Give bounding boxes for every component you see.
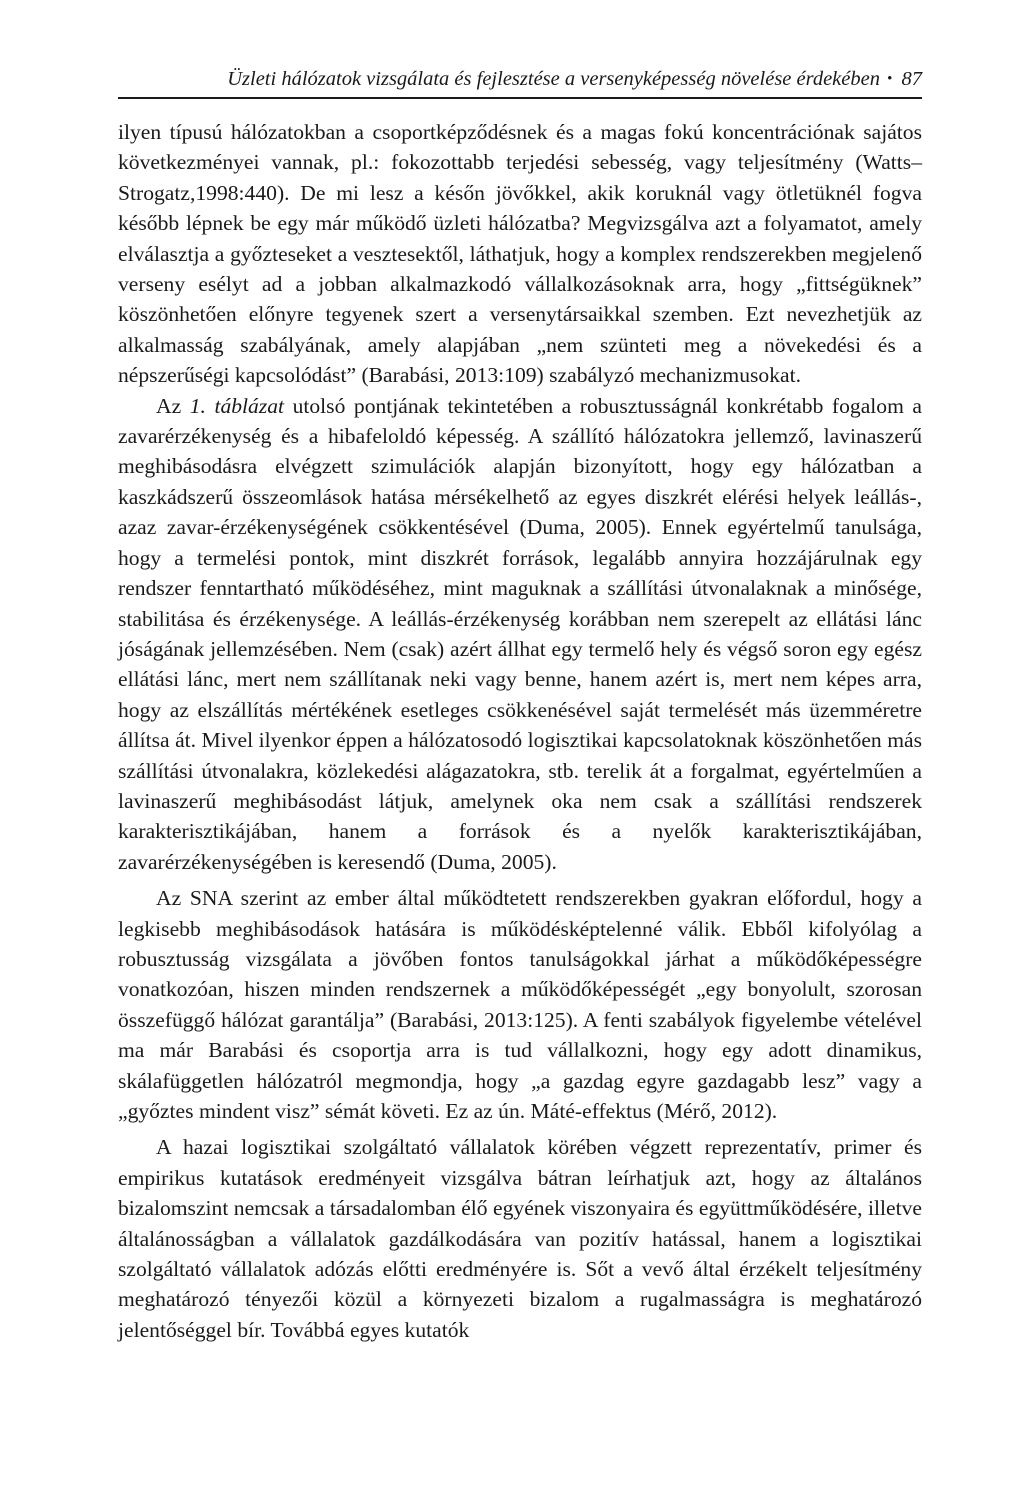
paragraph-3: Az SNA szerint az ember által működtetett rendszerekben gyakran előfordul, hogy a legkisebb meghibásodások hatására is működésképtelenné válik. Ebből kifolyólag a robusztusság vizsgálata a jövőben fontos tanulságokkal járhat a működőképességre vonatkozóan, hiszen minden rendszernek a működőképességét „egy bonyolult, szorosan összefüggő hálózat garantálja” (Barabási, 2013:125). A fenti szabályok figyelembe vételével ma már Barabási és csoportja arra is tud vállalkozni, hogy egy adott dinamikus, skálafüggetlen hálózatról megmondja, hogy „a gazdag egyre gazdagabb lesz” vagy a „győztes mindent visz” sémát követi. Ez az ún. Máté-effektus (Mérő, 2012). (118, 886, 922, 1123)
table-reference: 1. táblázat (189, 393, 285, 418)
bullet-separator: • (887, 71, 893, 87)
running-header (118, 68, 922, 99)
running-title: Üzleti hálózatok vizsgálata és fejlesztése a versenyképesség növelése érdekében (227, 68, 880, 90)
paragraph-2-rest: utolsó pontjának tekintetében a robusztusságnál konkrétabb fogalom a zavarérzékenység és a hibafeloldó képesség. A szállító hálózatokra jellemző, lavinaszerű meghibásodásra elvégzett szimulációk alapján bizonyított, hogy egy hálózatban a kaszkádszerű összeomlások hatása mérsékelhető az egyes diszkrét elérési helyek leállás-, azaz zavar-érzékenységének csökkentésével (Duma, 2005). Ennek egyértelmű tanulsága, hogy a termelési pontok, mint diszkrét források, legalább annyira hozzájárulnak egy rendszer fenntartható működéséhez, mint maguknak a szállítási útvonalaknak a minősége, stabilitása és érzékenysége. A leállás-érzékenység korábban nem szerepelt az ellátási lánc jóságának jellemzésében. Nem (csak) azért állhat egy termelő hely és végső soron egy egész ellátási lánc, mert nem szállítanak neki vagy benne, hanem azért is, mert nem képes arra, hogy az elszállítás mértékének esetleges csökkenésével saját termelését más üzemméretre állítsa át. Mivel ilyenkor éppen a hálózatosodó logisztikai kapcsolatoknak köszönhetően más szállítási útvonalakra, közlekedési alágazatokra, stb. terelik át a forgalmat, egyértelműen a lavinaszerű meghibásodást látjuk, amelynek oka nem csak a szállítási rendszerek karakterisztikájában, hanem a források és a nyelők karakterisztikájában, zavarérzékenységében is keresendő (Duma, 2005). (118, 393, 922, 874)
paragraph-2-lead: Az (156, 393, 190, 418)
paragraph-1: ilyen típusú hálózatokban a csoportképződésnek és a magas fokú koncentrációnak sajátos következményei vannak, pl.: fokozottabb terjedési sebesség, vagy teljesítmény (Watts–Strogatz,1998:440). De mi lesz a későn jövőkkel, akik koruknál vagy ötletüknél fogva később lépnek be egy már működő üzleti hálózatba? Megvizsgálva azt a folyamatot, amely elválasztja a győzteseket a vesztesektől, láthatjuk, hogy a komplex rendszerekben megjelenő verseny esélyt ad a jobban alkalmazkodó vállalkozásoknak arra, hogy „fittségüknek” köszönhetően előnyre tegyenek szert a versenytársaikkal szemben. Ezt nevezhetjük az alkalmasság szabályának, amely alapjában „nem szünteti meg a növekedési és a népszerűségi kapcsolódást” (Barabási, 2013:109) szabályzó mechanizmusokat. (118, 120, 922, 388)
page-number: 87 (901, 68, 922, 90)
paragraph-2 (118, 391, 922, 878)
paragraph-4: A hazai logisztikai szolgáltató vállalatok körében végzett reprezentatív, primer és empirikus kutatások eredményeit vizsgálva bátran leírhatjuk azt, hogy az általános bizalomszint nemcsak a társadalomban élő egyének viszonyaira és együttműködésére, illetve általánosságban a vállalatok gazdálkodására van pozitív hatással, hanem a logisztikai szolgáltató vállalatok adózás előtti eredményére is. Sőt a vevő által érzékelt teljesítmény meghatározó tényezői közül a környezeti bizalom a rugalmasságra is meghatározó jelentőséggel bír. Továbbá egyes kutatók (118, 1135, 922, 1342)
body-text (118, 117, 922, 1345)
page (118, 68, 922, 1345)
